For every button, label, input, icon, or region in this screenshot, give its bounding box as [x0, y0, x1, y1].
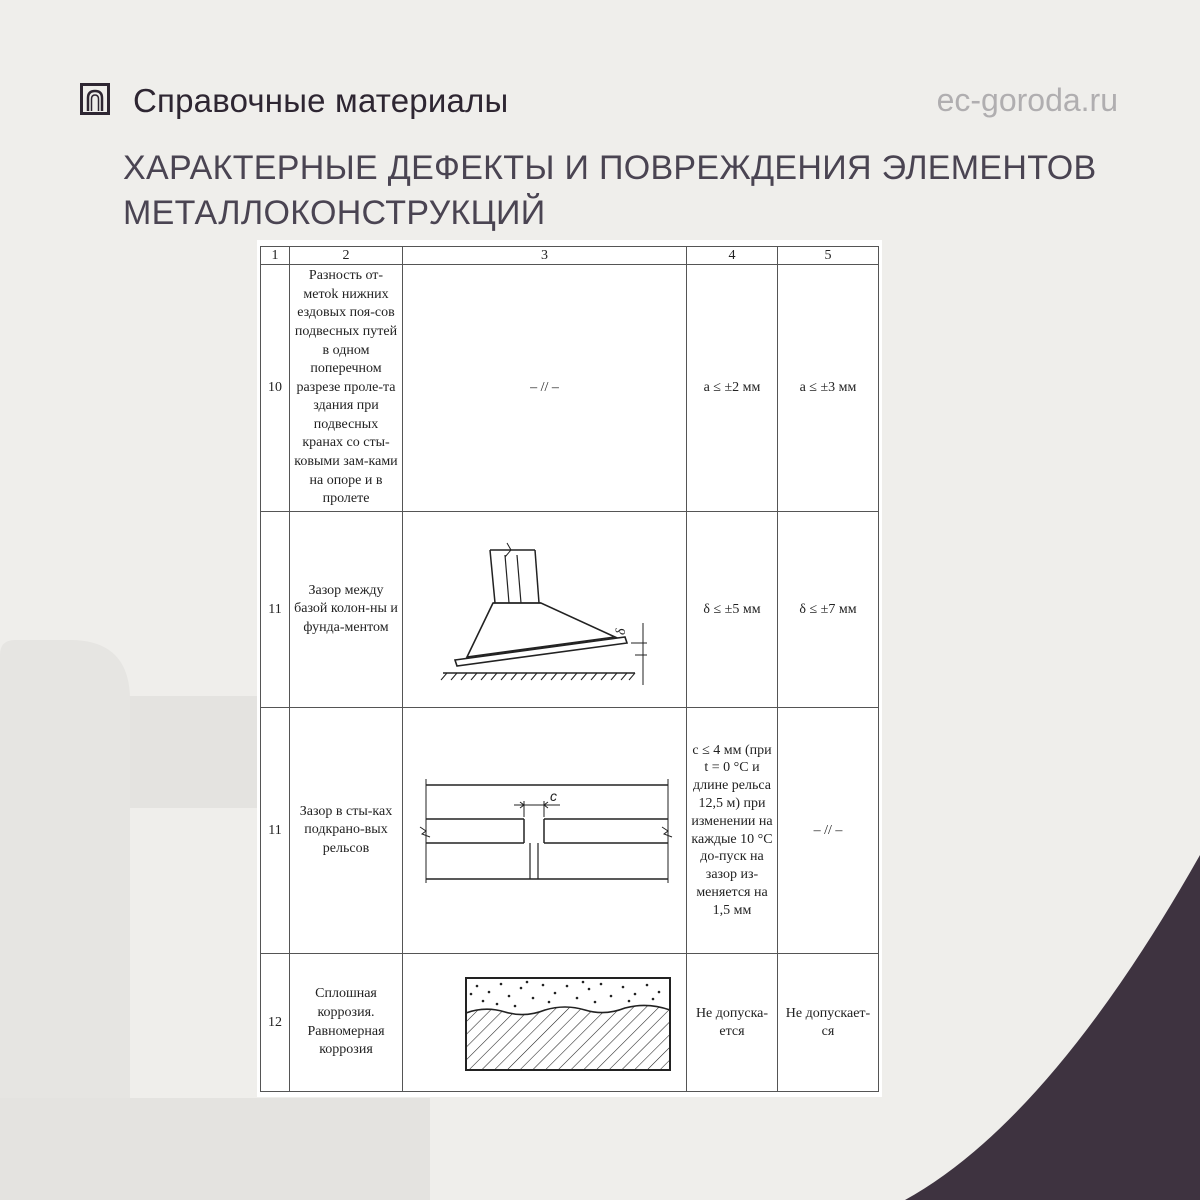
row-number: 12	[261, 954, 290, 1092]
defects-table	[260, 246, 879, 1092]
table-row	[261, 708, 879, 954]
tolerance-limit: Не допускает-ся	[778, 954, 879, 1092]
tolerance-limit: δ ≤ ±7 мм	[778, 512, 879, 708]
table-row	[261, 512, 879, 708]
row-number: 11	[261, 512, 290, 708]
gap-c-label: c	[549, 787, 557, 804]
rail-joint-drawing	[410, 771, 680, 891]
row-number: 10	[261, 265, 290, 512]
delta-label: δ	[613, 627, 629, 635]
tolerance-limit: – // –	[778, 708, 879, 954]
table-header-row	[261, 247, 879, 265]
row-number: 11	[261, 708, 290, 954]
defect-description: Зазор между базой колон-ны и фунда-ментом	[290, 512, 403, 708]
tolerance-normal: c ≤ 4 мм (при t = 0 °С и длине рельса 12,5 м) при изменении на каждые 10 °С до-пуск на зазор из-меняется на 1,5 мм	[687, 708, 778, 954]
header-label: Справочные материалы	[133, 82, 509, 119]
drawing-rail-joint	[403, 708, 687, 954]
column-header: 1	[261, 247, 290, 265]
corrosion-drawing	[405, 968, 687, 1078]
page-title: ХАРАКТЕРНЫЕ ДЕФЕКТЫ И ПОВРЕЖДЕНИЯ ЭЛЕМЕНТОВ МЕТАЛЛОКОНСТРУКЦИЙ	[123, 149, 1097, 232]
table-row	[261, 265, 879, 512]
drawing-corrosion	[403, 954, 687, 1092]
defect-description: Зазор в сты-ках подкрано-вых рельсов	[290, 708, 403, 954]
site-url[interactable]: ec-goroda.ru	[936, 82, 1118, 118]
table-row	[261, 954, 879, 1092]
column-header: 4	[687, 247, 778, 265]
drawing-ditto: – // –	[403, 265, 687, 512]
column-header: 2	[290, 247, 403, 265]
tolerance-normal: Не допуска-ется	[687, 954, 778, 1092]
column-base-drawing	[435, 535, 655, 685]
column-header: 3	[403, 247, 687, 265]
column-header: 5	[778, 247, 879, 265]
defect-description: Разность от-метоk нижних ездовых поя-сов подвесных путей в одном поперечном разрезе проле-та здания при подвесных кранах со сты-ковыми зам-ками на опоре и в пролете	[290, 265, 403, 512]
tolerance-normal: δ ≤ ±5 мм	[687, 512, 778, 708]
arch-door-icon	[80, 83, 110, 115]
defect-description: Сплошная коррозия. Равномерная коррозия	[290, 954, 403, 1092]
tolerance-limit: a ≤ ±3 мм	[778, 265, 879, 512]
drawing-column-base	[403, 512, 687, 708]
tolerance-normal: a ≤ ±2 мм	[687, 265, 778, 512]
